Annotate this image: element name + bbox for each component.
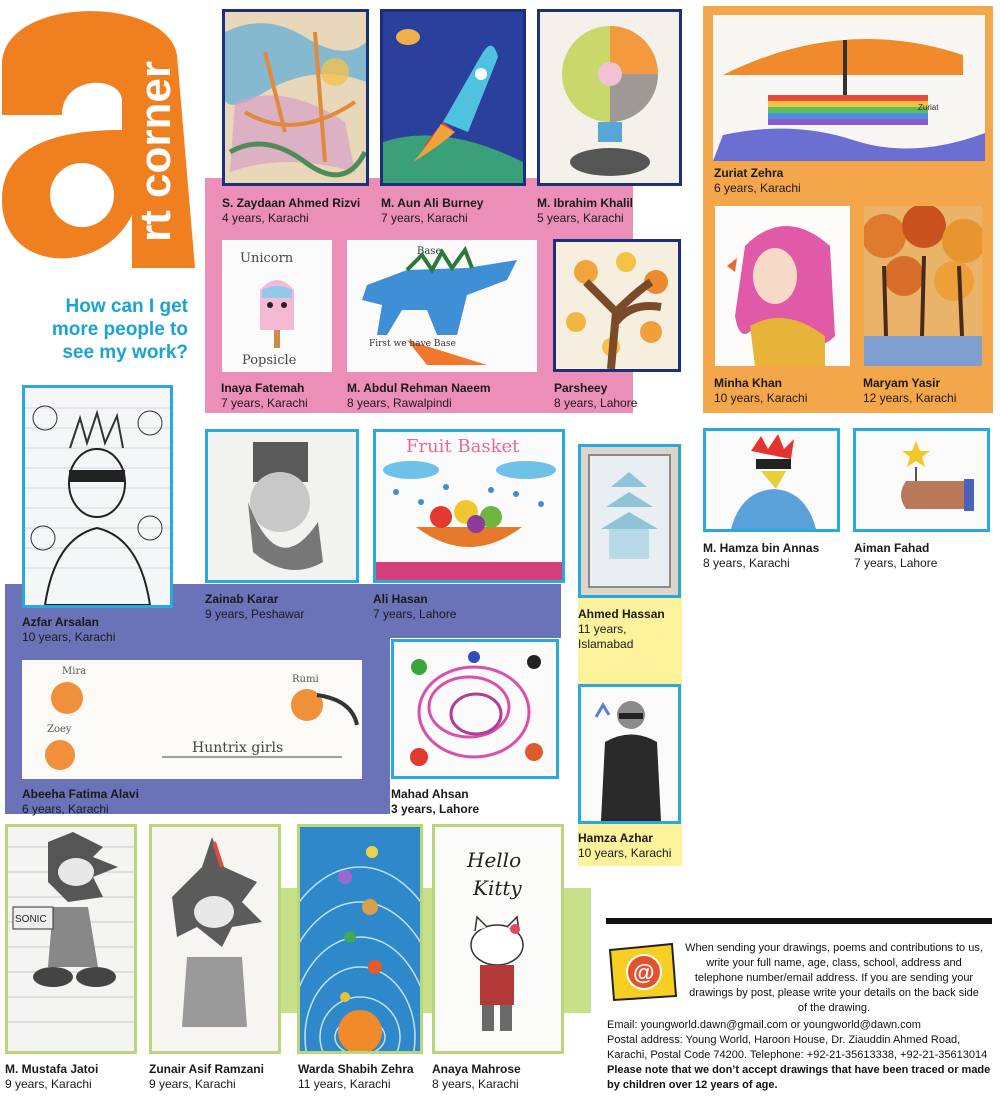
artwork-warda [297,824,423,1054]
zoey-label: Zoey [47,724,72,735]
caption-zuriat [714,166,801,196]
kitty-label: Kitty [473,876,522,900]
caption-warda [298,1062,414,1092]
artist-name: Maryam Yasir [863,376,941,390]
rumi-label: Rumi [292,674,319,685]
artwork-parsheey [553,239,681,372]
artist-details: 9 years, Karachi [149,1077,236,1091]
caption-inaya [221,381,308,411]
artist-name: Ali Hasan [373,592,428,606]
submission-note: Please note that we don’t accept drawings that have been traced or made by children over 12 years of age. [607,1064,991,1091]
artist-details: 6 years, Karachi [714,181,801,195]
caption-ali-hasan [373,592,456,622]
popsicle-label: Popsicle [242,353,297,368]
artist-name: M. Hamza bin Annas [703,541,820,555]
artist-name: Inaya Fatemah [221,381,305,395]
artist-name: Ahmed Hassan [578,607,665,621]
artist-details: 9 years, Peshawar [205,607,305,621]
artist-details: 7 years, Lahore [373,607,457,621]
artist-details: 8 years, Karachi [703,556,790,570]
artwork-maryam [864,206,982,366]
art-corner-logo [2,5,195,268]
artwork-mahad [391,639,559,779]
artwork-aiman [853,428,990,532]
artwork-mustafa [5,824,137,1054]
info-divider [606,918,992,924]
artist-name: M. Ibrahim Khalil [537,196,634,210]
caption-hamza-bin-annas [703,541,819,571]
caption-azfar [22,615,115,645]
artist-name: Anaya Mahrose [432,1062,521,1076]
submission-instructions: When sending your drawings, poems and contributions to us, write your full name, age, class, school, address and telephone number/email address. If you are sending your drawings by post, please write your details on the back side of the drawing. [685,942,983,1014]
artwork-inaya [222,240,332,372]
artist-name: Zuriat Zehra [714,166,784,180]
caption-minha [714,376,807,406]
artist-name: Zunair Asif Ramzani [149,1062,264,1076]
artwork-zaydaan [222,9,369,186]
artist-name: M. Aun Ali Burney [381,196,484,210]
caption-mahad [391,787,479,817]
artwork-minha [715,206,850,366]
artist-name: M. Mustafa Jatoi [5,1062,99,1076]
postal-address: Postal address: Young World, Haroon House, Dr. Ziauddin Ahmed Road, Karachi, Postal Code 74200. Telephone: +92-21-35613338, +92-21-35613014 [607,1034,988,1061]
svg-text:Zuriat: Zuriat [918,103,939,112]
caption-mustafa [5,1062,98,1092]
artwork-zunair [149,824,281,1054]
artist-name: Hamza Azhar [578,831,653,845]
dino-bottom-label: First we have Base [369,339,456,349]
caption-anaya [432,1062,521,1092]
artist-details: 10 years, Karachi [22,630,116,644]
artist-details: 10 years, Karachi [714,391,808,405]
artist-name: Zainab Karar [205,592,279,606]
caption-ahmed-hassan [578,607,665,652]
dino-top-label: Base [417,246,442,257]
artist-name: Parsheey [554,381,608,395]
huntrix-label: Huntrix girls [192,740,284,756]
contact-email: Email: youngworld.dawn@gmail.com or youngworld@dawn.com [607,1019,921,1031]
artwork-zainab [205,429,359,583]
caption-zaydaan [222,196,360,226]
artist-name: Azfar Arsalan [22,615,99,629]
artist-details: 11 years, Karachi [298,1077,391,1091]
hello-label: Hello [467,848,522,872]
contact-block [607,1018,997,1093]
artist-name: Aiman Fahad [854,541,930,555]
unicorn-label: Unicorn [240,251,294,266]
artist-details: 7 years, Karachi [221,396,308,410]
caption-parsheey [554,381,637,411]
artwork-hamza-bin-annas [703,428,840,532]
artist-details: 8 years, Karachi [432,1077,519,1091]
artist-details: 7 years, Lahore [854,556,938,570]
fruit-basket-label: Fruit Basket [406,436,520,457]
sonic-label: SONIC [15,914,47,925]
artist-details: 5 years, Karachi [537,211,624,225]
artist-details: 9 years, Karachi [5,1077,92,1091]
artist-name: S. Zaydaan Ahmed Rizvi [222,196,361,210]
logo-word-text: rt corner [131,61,180,242]
artist-details: 8 years, Rawalpindi [347,396,452,410]
artwork-hamza-azhar [578,684,681,824]
artist-name: Minha Khan [714,376,782,390]
artwork-aun-ali [380,9,526,186]
artist-name: M. Abdul Rehman Naeem [347,381,491,395]
mira-label: Mira [62,666,87,677]
artist-details-city: Islamabad [578,637,634,651]
caption-ibrahim [537,196,633,226]
artwork-ahmed-hassan [578,444,681,598]
artist-details: 4 years, Karachi [222,211,309,225]
caption-hamza-azhar [578,831,671,861]
artwork-abdul-rehman [347,240,537,372]
artist-details: 12 years, Karachi [863,391,957,405]
caption-maryam [863,376,956,406]
caption-abeeha [22,787,139,817]
artwork-ibrahim [537,9,682,186]
artist-details: 7 years, Karachi [381,211,468,225]
artist-details: 6 years, Karachi [22,802,109,816]
artwork-anaya [432,824,564,1054]
svg-text:@: @ [633,960,655,985]
artist-details: 8 years, Lahore [554,396,638,410]
caption-abdul-rehman [347,381,491,411]
caption-zainab [205,592,304,622]
artist-name: Warda Shabih Zehra [298,1062,414,1076]
artist-details: 11 years, [578,622,627,636]
caption-aun-ali [381,196,483,226]
artwork-azfar [22,385,173,608]
logo-word [122,27,182,247]
question-heading: How can I get more people to see my work? [51,296,188,363]
artist-name: Mahad Ahsan [391,787,469,801]
artist-name: Abeeha Fatima Alavi [22,787,139,801]
caption-zunair [149,1062,264,1092]
artwork-zuriat [713,15,985,161]
artist-details: 10 years, Karachi [578,846,672,860]
at-sign-icon [606,940,678,1002]
artwork-ali-hasan [373,429,565,583]
artwork-abeeha [22,660,362,779]
caption-aiman [854,541,937,571]
artist-details: 3 years, Lahore [391,802,480,816]
